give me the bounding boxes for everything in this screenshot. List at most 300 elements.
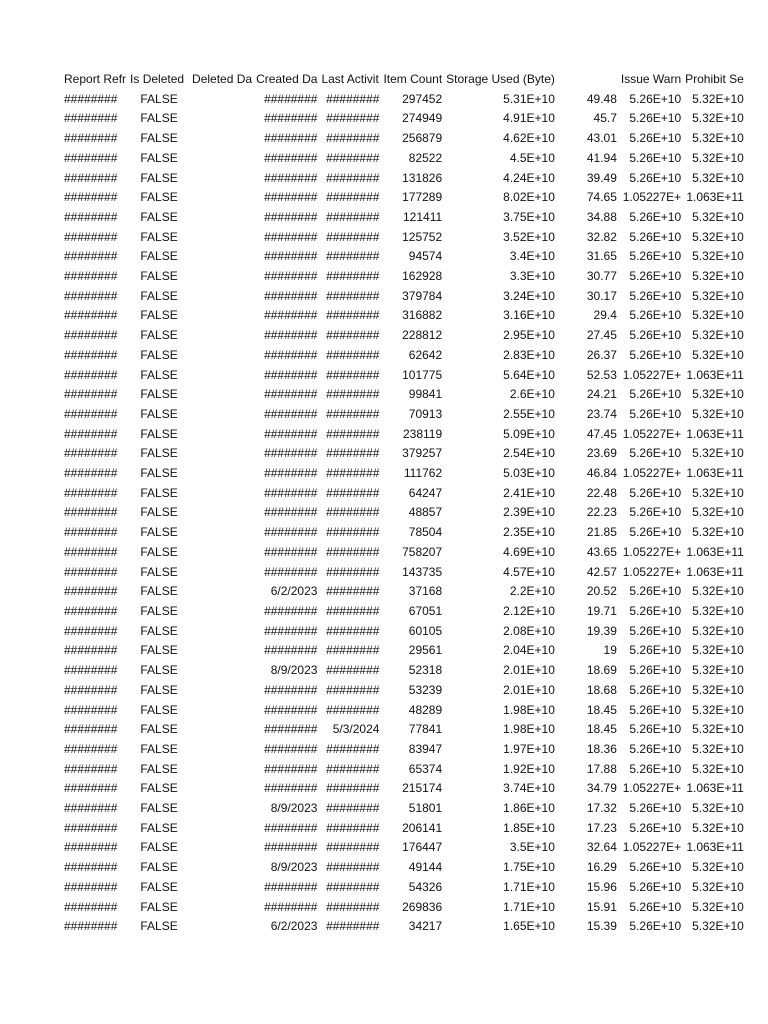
- last-activity-cell[interactable]: ########: [326, 860, 380, 875]
- storage-used-cell[interactable]: 2.35E+10: [503, 525, 555, 540]
- item-count-cell[interactable]: 34217: [408, 919, 443, 934]
- is-deleted-cell[interactable]: FALSE: [140, 367, 178, 382]
- storage-used-cell[interactable]: 4.24E+10: [503, 170, 555, 185]
- prohibit-send-cell[interactable]: 5.32E+10: [692, 643, 744, 658]
- last-activity-cell[interactable]: ########: [326, 131, 380, 146]
- deleted-date-cell[interactable]: [190, 720, 254, 740]
- is-deleted-cell[interactable]: FALSE: [140, 406, 178, 421]
- item-count-cell[interactable]: 77841: [408, 722, 443, 737]
- deleted-date-cell[interactable]: [190, 523, 254, 543]
- is-deleted-cell[interactable]: FALSE: [140, 387, 178, 402]
- is-deleted-cell[interactable]: FALSE: [140, 249, 178, 264]
- created-date-cell[interactable]: ########: [264, 840, 318, 855]
- issue-warning-cell[interactable]: 5.26E+10: [629, 643, 682, 658]
- storage-gb-cell[interactable]: 52.53: [586, 367, 617, 382]
- item-count-cell[interactable]: 143735: [402, 564, 443, 579]
- storage-gb-cell[interactable]: 42.57: [586, 564, 617, 579]
- last-activity-cell[interactable]: ########: [326, 702, 380, 717]
- storage-gb-cell[interactable]: 15.39: [586, 919, 617, 934]
- report-refresh-cell[interactable]: ########: [64, 229, 118, 244]
- deleted-date-cell[interactable]: [190, 346, 254, 366]
- issue-warning-cell[interactable]: 5.26E+10: [629, 505, 682, 520]
- prohibit-send-cell[interactable]: 5.32E+10: [692, 446, 744, 461]
- prohibit-send-cell[interactable]: 5.32E+10: [692, 387, 744, 402]
- storage-used-cell[interactable]: 2.6E+10: [509, 387, 555, 402]
- storage-used-cell[interactable]: 4.57E+10: [503, 564, 555, 579]
- prohibit-send-cell[interactable]: 5.32E+10: [692, 919, 744, 934]
- report-refresh-cell[interactable]: ########: [64, 288, 118, 303]
- report-refresh-cell[interactable]: ########: [64, 584, 118, 599]
- last-activity-cell[interactable]: ########: [326, 269, 380, 284]
- is-deleted-cell[interactable]: FALSE: [140, 860, 178, 875]
- created-date-cell[interactable]: ########: [264, 426, 318, 441]
- last-activity-cell[interactable]: ########: [326, 603, 380, 618]
- issue-warning-cell[interactable]: 5.26E+10: [629, 603, 682, 618]
- is-deleted-cell[interactable]: FALSE: [140, 426, 178, 441]
- item-count-cell[interactable]: 48857: [408, 505, 443, 520]
- last-activity-cell[interactable]: ########: [326, 229, 380, 244]
- item-count-cell[interactable]: 316882: [402, 308, 443, 323]
- prohibit-send-cell[interactable]: 5.32E+10: [692, 879, 744, 894]
- storage-gb-cell[interactable]: 15.96: [586, 879, 617, 894]
- storage-used-cell[interactable]: 5.03E+10: [503, 466, 555, 481]
- header-cell-created-date[interactable]: Created Da: [256, 72, 318, 86]
- storage-used-cell[interactable]: 4.62E+10: [503, 131, 555, 146]
- created-date-cell[interactable]: ########: [264, 308, 318, 323]
- issue-warning-cell[interactable]: 5.26E+10: [629, 131, 682, 146]
- is-deleted-cell[interactable]: FALSE: [140, 623, 178, 638]
- item-count-cell[interactable]: 228812: [402, 328, 443, 343]
- created-date-cell[interactable]: ########: [264, 406, 318, 421]
- deleted-date-cell[interactable]: [190, 129, 254, 149]
- report-refresh-cell[interactable]: ########: [64, 150, 118, 165]
- prohibit-send-cell[interactable]: 5.32E+10: [692, 702, 744, 717]
- issue-warning-cell[interactable]: 5.26E+10: [629, 347, 682, 362]
- storage-gb-cell[interactable]: 34.88: [586, 209, 617, 224]
- item-count-cell[interactable]: 51801: [408, 801, 443, 816]
- prohibit-send-cell[interactable]: 5.32E+10: [692, 328, 744, 343]
- report-refresh-cell[interactable]: ########: [64, 682, 118, 697]
- storage-gb-cell[interactable]: 32.64: [586, 840, 617, 855]
- last-activity-cell[interactable]: ########: [326, 288, 380, 303]
- prohibit-send-cell[interactable]: 5.32E+10: [692, 249, 744, 264]
- deleted-date-cell[interactable]: [190, 464, 254, 484]
- storage-gb-cell[interactable]: 74.65: [586, 190, 617, 205]
- report-refresh-cell[interactable]: ########: [64, 131, 118, 146]
- item-count-cell[interactable]: 62642: [408, 347, 443, 362]
- issue-warning-cell[interactable]: 5.26E+10: [629, 446, 682, 461]
- created-date-cell[interactable]: ########: [264, 722, 318, 737]
- issue-warning-cell[interactable]: 5.26E+10: [629, 919, 682, 934]
- last-activity-cell[interactable]: ########: [326, 801, 380, 816]
- issue-warning-cell[interactable]: 5.26E+10: [629, 209, 682, 224]
- item-count-cell[interactable]: 215174: [402, 781, 443, 796]
- issue-warning-cell[interactable]: 5.26E+10: [629, 722, 682, 737]
- storage-gb-cell[interactable]: 31.65: [586, 249, 617, 264]
- is-deleted-cell[interactable]: FALSE: [140, 525, 178, 540]
- is-deleted-cell[interactable]: FALSE: [140, 288, 178, 303]
- last-activity-cell[interactable]: ########: [326, 446, 380, 461]
- report-refresh-cell[interactable]: ########: [64, 820, 118, 835]
- is-deleted-cell[interactable]: FALSE: [140, 603, 178, 618]
- issue-warning-cell[interactable]: 1.05227E+: [622, 466, 682, 481]
- storage-used-cell[interactable]: 4.69E+10: [503, 544, 555, 559]
- deleted-date-cell[interactable]: [190, 287, 254, 307]
- storage-gb-cell[interactable]: 43.65: [586, 544, 617, 559]
- storage-used-cell[interactable]: 1.75E+10: [503, 860, 555, 875]
- storage-gb-cell[interactable]: 23.74: [586, 406, 617, 421]
- report-refresh-cell[interactable]: ########: [64, 603, 118, 618]
- prohibit-send-cell[interactable]: 5.32E+10: [692, 308, 744, 323]
- issue-warning-cell[interactable]: 5.26E+10: [629, 860, 682, 875]
- created-date-cell[interactable]: ########: [264, 91, 318, 106]
- is-deleted-cell[interactable]: FALSE: [140, 564, 178, 579]
- deleted-date-cell[interactable]: [190, 641, 254, 661]
- is-deleted-cell[interactable]: FALSE: [140, 584, 178, 599]
- storage-gb-cell[interactable]: 18.45: [586, 722, 617, 737]
- storage-used-cell[interactable]: 2.01E+10: [503, 682, 555, 697]
- header-cell-is-deleted[interactable]: Is Deleted: [130, 72, 185, 86]
- storage-gb-cell[interactable]: 41.94: [586, 150, 617, 165]
- is-deleted-cell[interactable]: FALSE: [140, 781, 178, 796]
- prohibit-send-cell[interactable]: 1.063E+11: [686, 367, 744, 382]
- report-refresh-cell[interactable]: ########: [64, 190, 118, 205]
- last-activity-cell[interactable]: ########: [326, 209, 380, 224]
- storage-gb-cell[interactable]: 19: [603, 643, 617, 658]
- issue-warning-cell[interactable]: 5.26E+10: [629, 91, 682, 106]
- prohibit-send-cell[interactable]: 5.32E+10: [692, 761, 744, 776]
- deleted-date-cell[interactable]: [190, 247, 254, 267]
- prohibit-send-cell[interactable]: 5.32E+10: [692, 288, 744, 303]
- storage-used-cell[interactable]: 1.86E+10: [503, 801, 555, 816]
- deleted-date-cell[interactable]: [190, 326, 254, 346]
- created-date-cell[interactable]: ########: [264, 229, 318, 244]
- storage-used-cell[interactable]: 2.08E+10: [503, 623, 555, 638]
- last-activity-cell[interactable]: ########: [326, 387, 380, 402]
- deleted-date-cell[interactable]: [190, 90, 254, 110]
- item-count-cell[interactable]: 274949: [402, 111, 443, 126]
- header-cell-storage-gb[interactable]: [557, 70, 619, 90]
- is-deleted-cell[interactable]: FALSE: [140, 111, 178, 126]
- is-deleted-cell[interactable]: FALSE: [140, 879, 178, 894]
- prohibit-send-cell[interactable]: 5.32E+10: [692, 682, 744, 697]
- storage-used-cell[interactable]: 2.55E+10: [503, 406, 555, 421]
- item-count-cell[interactable]: 37168: [408, 584, 443, 599]
- prohibit-send-cell[interactable]: 5.32E+10: [692, 150, 744, 165]
- last-activity-cell[interactable]: ########: [326, 899, 380, 914]
- created-date-cell[interactable]: ########: [264, 741, 318, 756]
- deleted-date-cell[interactable]: [190, 149, 254, 169]
- report-refresh-cell[interactable]: ########: [64, 741, 118, 756]
- is-deleted-cell[interactable]: FALSE: [140, 702, 178, 717]
- prohibit-send-cell[interactable]: 5.32E+10: [692, 801, 744, 816]
- report-refresh-cell[interactable]: ########: [64, 426, 118, 441]
- deleted-date-cell[interactable]: [190, 503, 254, 523]
- is-deleted-cell[interactable]: FALSE: [140, 505, 178, 520]
- report-refresh-cell[interactable]: ########: [64, 860, 118, 875]
- storage-gb-cell[interactable]: 19.71: [586, 603, 617, 618]
- deleted-date-cell[interactable]: [190, 898, 254, 918]
- storage-gb-cell[interactable]: 32.82: [586, 229, 617, 244]
- item-count-cell[interactable]: 54326: [408, 879, 443, 894]
- last-activity-cell[interactable]: ########: [326, 111, 380, 126]
- storage-gb-cell[interactable]: 29.4: [593, 308, 617, 323]
- prohibit-send-cell[interactable]: 1.063E+11: [686, 564, 744, 579]
- item-count-cell[interactable]: 78504: [408, 525, 443, 540]
- header-cell-deleted-date[interactable]: Deleted Da: [192, 72, 253, 86]
- item-count-cell[interactable]: 176447: [402, 840, 443, 855]
- item-count-cell[interactable]: 67051: [408, 603, 443, 618]
- created-date-cell[interactable]: ########: [264, 209, 318, 224]
- deleted-date-cell[interactable]: [190, 169, 254, 189]
- issue-warning-cell[interactable]: 5.26E+10: [629, 485, 682, 500]
- issue-warning-cell[interactable]: 5.26E+10: [629, 150, 682, 165]
- last-activity-cell[interactable]: ########: [326, 91, 380, 106]
- report-refresh-cell[interactable]: ########: [64, 406, 118, 421]
- storage-gb-cell[interactable]: 20.52: [586, 584, 617, 599]
- is-deleted-cell[interactable]: FALSE: [140, 308, 178, 323]
- is-deleted-cell[interactable]: FALSE: [140, 150, 178, 165]
- storage-gb-cell[interactable]: 17.23: [586, 820, 617, 835]
- deleted-date-cell[interactable]: [190, 799, 254, 819]
- last-activity-cell[interactable]: ########: [326, 328, 380, 343]
- header-cell-issue-warning[interactable]: Issue Warn: [620, 72, 682, 86]
- storage-used-cell[interactable]: 1.71E+10: [503, 899, 555, 914]
- last-activity-cell[interactable]: ########: [326, 347, 380, 362]
- report-refresh-cell[interactable]: ########: [64, 209, 118, 224]
- storage-used-cell[interactable]: 5.09E+10: [503, 426, 555, 441]
- issue-warning-cell[interactable]: 5.26E+10: [629, 584, 682, 599]
- is-deleted-cell[interactable]: FALSE: [140, 328, 178, 343]
- storage-gb-cell[interactable]: 47.45: [586, 426, 617, 441]
- report-refresh-cell[interactable]: ########: [64, 840, 118, 855]
- storage-used-cell[interactable]: 2.41E+10: [503, 485, 555, 500]
- item-count-cell[interactable]: 82522: [408, 150, 443, 165]
- issue-warning-cell[interactable]: 1.05227E+: [622, 840, 682, 855]
- prohibit-send-cell[interactable]: 5.32E+10: [692, 111, 744, 126]
- issue-warning-cell[interactable]: 5.26E+10: [629, 387, 682, 402]
- item-count-cell[interactable]: 238119: [403, 426, 443, 441]
- issue-warning-cell[interactable]: 5.26E+10: [629, 525, 682, 540]
- item-count-cell[interactable]: 94574: [408, 249, 443, 264]
- is-deleted-cell[interactable]: FALSE: [140, 840, 178, 855]
- storage-gb-cell[interactable]: 19.39: [586, 623, 617, 638]
- storage-used-cell[interactable]: 3.4E+10: [509, 249, 555, 264]
- issue-warning-cell[interactable]: 5.26E+10: [629, 170, 682, 185]
- report-refresh-cell[interactable]: ########: [64, 564, 118, 579]
- report-refresh-cell[interactable]: ########: [64, 899, 118, 914]
- created-date-cell[interactable]: ########: [264, 564, 318, 579]
- report-refresh-cell[interactable]: ########: [64, 308, 118, 323]
- last-activity-cell[interactable]: ########: [326, 505, 380, 520]
- storage-used-cell[interactable]: 2.39E+10: [503, 505, 555, 520]
- prohibit-send-cell[interactable]: 5.32E+10: [692, 229, 744, 244]
- created-date-cell[interactable]: ########: [264, 899, 318, 914]
- report-refresh-cell[interactable]: ########: [64, 111, 118, 126]
- prohibit-send-cell[interactable]: 5.32E+10: [692, 722, 744, 737]
- storage-used-cell[interactable]: 1.85E+10: [503, 820, 555, 835]
- header-cell-prohibit-send[interactable]: Prohibit Se: [685, 72, 744, 86]
- item-count-cell[interactable]: 29561: [408, 643, 443, 658]
- item-count-cell[interactable]: 379784: [402, 288, 443, 303]
- report-refresh-cell[interactable]: ########: [64, 347, 118, 362]
- last-activity-cell[interactable]: ########: [326, 741, 380, 756]
- last-activity-cell[interactable]: ########: [326, 466, 380, 481]
- report-refresh-cell[interactable]: ########: [64, 505, 118, 520]
- report-refresh-cell[interactable]: ########: [64, 485, 118, 500]
- is-deleted-cell[interactable]: FALSE: [140, 170, 178, 185]
- deleted-date-cell[interactable]: [190, 779, 254, 799]
- last-activity-cell[interactable]: ########: [326, 781, 380, 796]
- prohibit-send-cell[interactable]: 5.32E+10: [692, 269, 744, 284]
- last-activity-cell[interactable]: ########: [326, 406, 380, 421]
- created-date-cell[interactable]: ########: [264, 682, 318, 697]
- issue-warning-cell[interactable]: 5.26E+10: [629, 328, 682, 343]
- is-deleted-cell[interactable]: FALSE: [140, 544, 178, 559]
- storage-gb-cell[interactable]: 49.48: [586, 91, 617, 106]
- created-date-cell[interactable]: ########: [264, 170, 318, 185]
- created-date-cell[interactable]: ########: [264, 190, 318, 205]
- last-activity-cell[interactable]: ########: [326, 623, 380, 638]
- created-date-cell[interactable]: ########: [264, 505, 318, 520]
- deleted-date-cell[interactable]: [190, 760, 254, 780]
- issue-warning-cell[interactable]: 5.26E+10: [629, 663, 682, 678]
- item-count-cell[interactable]: 269836: [402, 899, 443, 914]
- storage-used-cell[interactable]: 1.92E+10: [503, 761, 555, 776]
- created-date-cell[interactable]: ########: [264, 150, 318, 165]
- created-date-cell[interactable]: ########: [264, 131, 318, 146]
- last-activity-cell[interactable]: ########: [326, 150, 380, 165]
- deleted-date-cell[interactable]: [190, 740, 254, 760]
- created-date-cell[interactable]: ########: [264, 643, 318, 658]
- storage-used-cell[interactable]: 2.04E+10: [503, 643, 555, 658]
- last-activity-cell[interactable]: ########: [326, 426, 380, 441]
- report-refresh-cell[interactable]: ########: [64, 328, 118, 343]
- is-deleted-cell[interactable]: FALSE: [140, 899, 178, 914]
- prohibit-send-cell[interactable]: 5.32E+10: [692, 406, 744, 421]
- deleted-date-cell[interactable]: [190, 188, 254, 208]
- storage-gb-cell[interactable]: 24.21: [586, 387, 617, 402]
- report-refresh-cell[interactable]: ########: [64, 249, 118, 264]
- created-date-cell[interactable]: ########: [264, 269, 318, 284]
- created-date-cell[interactable]: ########: [264, 603, 318, 618]
- is-deleted-cell[interactable]: FALSE: [140, 91, 178, 106]
- item-count-cell[interactable]: 101775: [402, 367, 443, 382]
- storage-used-cell[interactable]: 3.16E+10: [503, 308, 555, 323]
- last-activity-cell[interactable]: ########: [326, 249, 380, 264]
- is-deleted-cell[interactable]: FALSE: [140, 643, 178, 658]
- storage-gb-cell[interactable]: 22.48: [586, 485, 617, 500]
- spreadsheet-grid[interactable]: [62, 70, 746, 937]
- last-activity-cell[interactable]: ########: [326, 840, 380, 855]
- item-count-cell[interactable]: 64247: [408, 485, 443, 500]
- deleted-date-cell[interactable]: [190, 444, 254, 464]
- storage-used-cell[interactable]: 2.12E+10: [503, 603, 555, 618]
- issue-warning-cell[interactable]: 5.26E+10: [629, 879, 682, 894]
- deleted-date-cell[interactable]: [190, 858, 254, 878]
- issue-warning-cell[interactable]: 5.26E+10: [629, 269, 682, 284]
- deleted-date-cell[interactable]: [190, 109, 254, 129]
- prohibit-send-cell[interactable]: 5.32E+10: [692, 820, 744, 835]
- header-cell-report-refresh[interactable]: Report Refr: [64, 72, 127, 86]
- item-count-cell[interactable]: 125752: [402, 229, 443, 244]
- last-activity-cell[interactable]: ########: [326, 170, 380, 185]
- item-count-cell[interactable]: 48289: [408, 702, 443, 717]
- deleted-date-cell[interactable]: [190, 385, 254, 405]
- report-refresh-cell[interactable]: ########: [64, 170, 118, 185]
- created-date-cell[interactable]: ########: [264, 544, 318, 559]
- item-count-cell[interactable]: 60105: [408, 623, 443, 638]
- is-deleted-cell[interactable]: FALSE: [140, 446, 178, 461]
- report-refresh-cell[interactable]: ########: [64, 91, 118, 106]
- prohibit-send-cell[interactable]: 5.32E+10: [692, 91, 744, 106]
- deleted-date-cell[interactable]: [190, 267, 254, 287]
- item-count-cell[interactable]: 49144: [408, 860, 443, 875]
- issue-warning-cell[interactable]: 5.26E+10: [629, 111, 682, 126]
- storage-used-cell[interactable]: 1.98E+10: [503, 702, 555, 717]
- report-refresh-cell[interactable]: ########: [64, 879, 118, 894]
- prohibit-send-cell[interactable]: 1.063E+11: [686, 544, 744, 559]
- item-count-cell[interactable]: 758207: [402, 544, 443, 559]
- deleted-date-cell[interactable]: [190, 878, 254, 898]
- last-activity-cell[interactable]: ########: [326, 367, 380, 382]
- storage-gb-cell[interactable]: 16.29: [586, 860, 617, 875]
- created-date-cell[interactable]: 8/9/2023: [270, 663, 318, 678]
- storage-gb-cell[interactable]: 21.85: [586, 525, 617, 540]
- created-date-cell[interactable]: 8/9/2023: [270, 801, 318, 816]
- report-refresh-cell[interactable]: ########: [64, 761, 118, 776]
- prohibit-send-cell[interactable]: 1.063E+11: [686, 781, 744, 796]
- is-deleted-cell[interactable]: FALSE: [140, 190, 178, 205]
- item-count-cell[interactable]: 256879: [402, 131, 443, 146]
- last-activity-cell[interactable]: 5/3/2024: [332, 722, 380, 737]
- last-activity-cell[interactable]: ########: [326, 820, 380, 835]
- deleted-date-cell[interactable]: [190, 543, 254, 563]
- is-deleted-cell[interactable]: FALSE: [140, 801, 178, 816]
- prohibit-send-cell[interactable]: 5.32E+10: [692, 663, 744, 678]
- last-activity-cell[interactable]: ########: [326, 643, 380, 658]
- issue-warning-cell[interactable]: 5.26E+10: [629, 623, 682, 638]
- storage-used-cell[interactable]: 1.65E+10: [503, 919, 555, 934]
- storage-used-cell[interactable]: 8.02E+10: [503, 190, 555, 205]
- deleted-date-cell[interactable]: [190, 563, 254, 583]
- prohibit-send-cell[interactable]: 1.063E+11: [686, 190, 744, 205]
- storage-gb-cell[interactable]: 18.68: [586, 682, 617, 697]
- created-date-cell[interactable]: ########: [264, 288, 318, 303]
- issue-warning-cell[interactable]: 5.26E+10: [629, 820, 682, 835]
- storage-used-cell[interactable]: 2.2E+10: [509, 584, 555, 599]
- deleted-date-cell[interactable]: [190, 228, 254, 248]
- storage-used-cell[interactable]: 2.54E+10: [503, 446, 555, 461]
- last-activity-cell[interactable]: ########: [326, 919, 380, 934]
- created-date-cell[interactable]: ########: [264, 347, 318, 362]
- deleted-date-cell[interactable]: [190, 701, 254, 721]
- issue-warning-cell[interactable]: 5.26E+10: [629, 899, 682, 914]
- storage-gb-cell[interactable]: 27.45: [586, 328, 617, 343]
- last-activity-cell[interactable]: ########: [326, 544, 380, 559]
- storage-gb-cell[interactable]: 26.37: [586, 347, 617, 362]
- created-date-cell[interactable]: ########: [264, 525, 318, 540]
- is-deleted-cell[interactable]: FALSE: [140, 485, 178, 500]
- item-count-cell[interactable]: 131826: [402, 170, 443, 185]
- report-refresh-cell[interactable]: ########: [64, 919, 118, 934]
- last-activity-cell[interactable]: ########: [326, 584, 380, 599]
- prohibit-send-cell[interactable]: 5.32E+10: [692, 525, 744, 540]
- storage-gb-cell[interactable]: 23.69: [586, 446, 617, 461]
- storage-used-cell[interactable]: 2.01E+10: [503, 663, 555, 678]
- deleted-date-cell[interactable]: [190, 425, 254, 445]
- is-deleted-cell[interactable]: FALSE: [140, 761, 178, 776]
